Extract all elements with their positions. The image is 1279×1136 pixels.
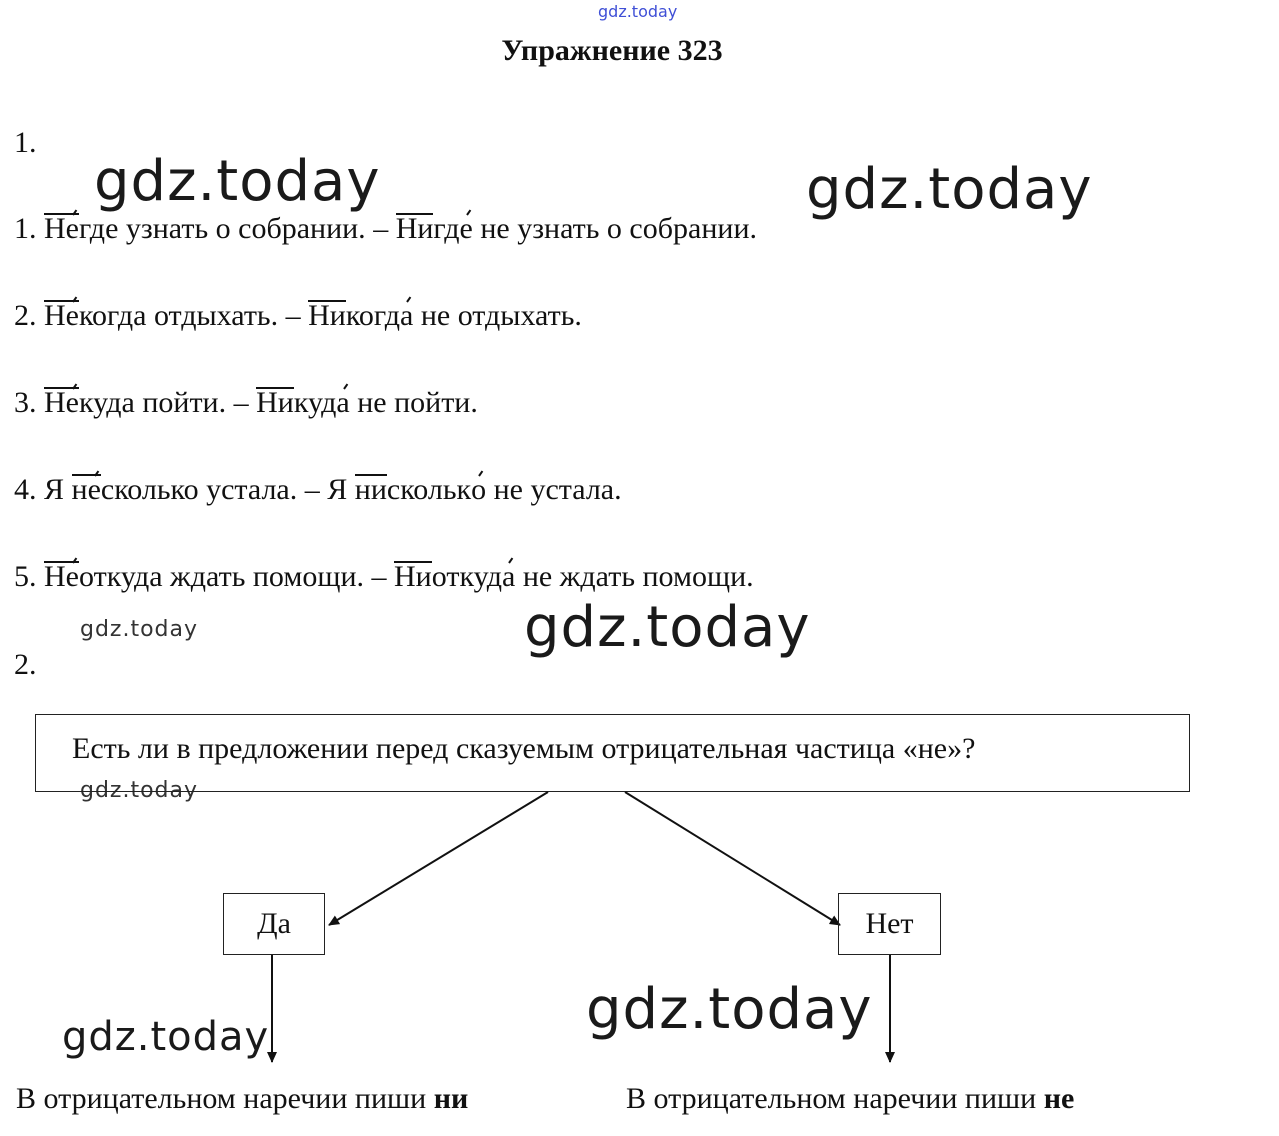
prefix-ne: Не xyxy=(44,299,79,332)
watermark-big-2: gdz.today xyxy=(806,157,1093,222)
prefix-ne: не xyxy=(71,473,101,506)
sentence-number: 4. Я xyxy=(14,473,72,506)
sentence-number: 1. xyxy=(14,212,44,245)
yes-result: В отрицательном наречии пиши ни xyxy=(16,1082,469,1115)
arrow-to-no xyxy=(625,792,840,925)
prefix-ne: Не xyxy=(44,560,79,593)
prefix-ne: Не xyxy=(44,212,79,245)
no-result: В отрицательном наречии пиши не xyxy=(626,1082,1075,1115)
sentence-1: 1. Негде узнать о собрании. – Нигде не узнать о собрании. xyxy=(14,212,757,245)
prefix-ni: Ни xyxy=(394,560,432,593)
prefix-ni: Ни xyxy=(308,299,346,332)
watermark-big-4: gdz.today xyxy=(586,977,873,1042)
no-box xyxy=(838,893,941,955)
watermark-big-5: gdz.today xyxy=(62,1014,270,1060)
sentence-5: 5. Неоткуда ждать помощи. – Ниоткуда не ждать помощи. xyxy=(14,560,754,593)
no-label: Нет xyxy=(865,907,914,940)
part-1-label: 1. xyxy=(14,126,37,159)
prefix-ne: Не xyxy=(44,386,79,419)
prefix-ni: Ни xyxy=(256,386,294,419)
arrow-to-yes xyxy=(329,792,548,925)
sentence-number: 5. xyxy=(14,560,44,593)
no-result-particle: не xyxy=(1043,1082,1075,1115)
sentence-2: 2. Некогда отдыхать. – Никогда не отдыхать. xyxy=(14,299,582,332)
watermark-small-1: gdz.today xyxy=(80,617,199,642)
watermark-big-1: gdz.today xyxy=(94,149,381,214)
part-2-label: 2. xyxy=(14,648,37,681)
sentence-3: 3. Некуда пойти. – Никуда не пойти. xyxy=(14,386,478,419)
watermark-small-2: gdz.today xyxy=(80,778,199,803)
prefix-ni: Ни xyxy=(395,212,434,245)
sentence-number: 3. xyxy=(14,386,44,419)
question-text: Есть ли в предложении перед сказуемым отрицательная частица «не»? xyxy=(72,732,976,765)
watermark-top: gdz.today xyxy=(598,2,678,21)
prefix-ni: ни xyxy=(354,473,387,506)
exercise-title: Упражнение 323 xyxy=(501,34,723,67)
sentence-4: 4. Я несколько устала. – Я нисколько не устала. xyxy=(14,473,622,506)
yes-result-particle: ни xyxy=(433,1082,469,1115)
watermark-big-3: gdz.today xyxy=(524,595,811,660)
yes-label: Да xyxy=(257,907,291,940)
sentence-number: 2. xyxy=(14,299,44,332)
yes-box xyxy=(223,893,325,955)
